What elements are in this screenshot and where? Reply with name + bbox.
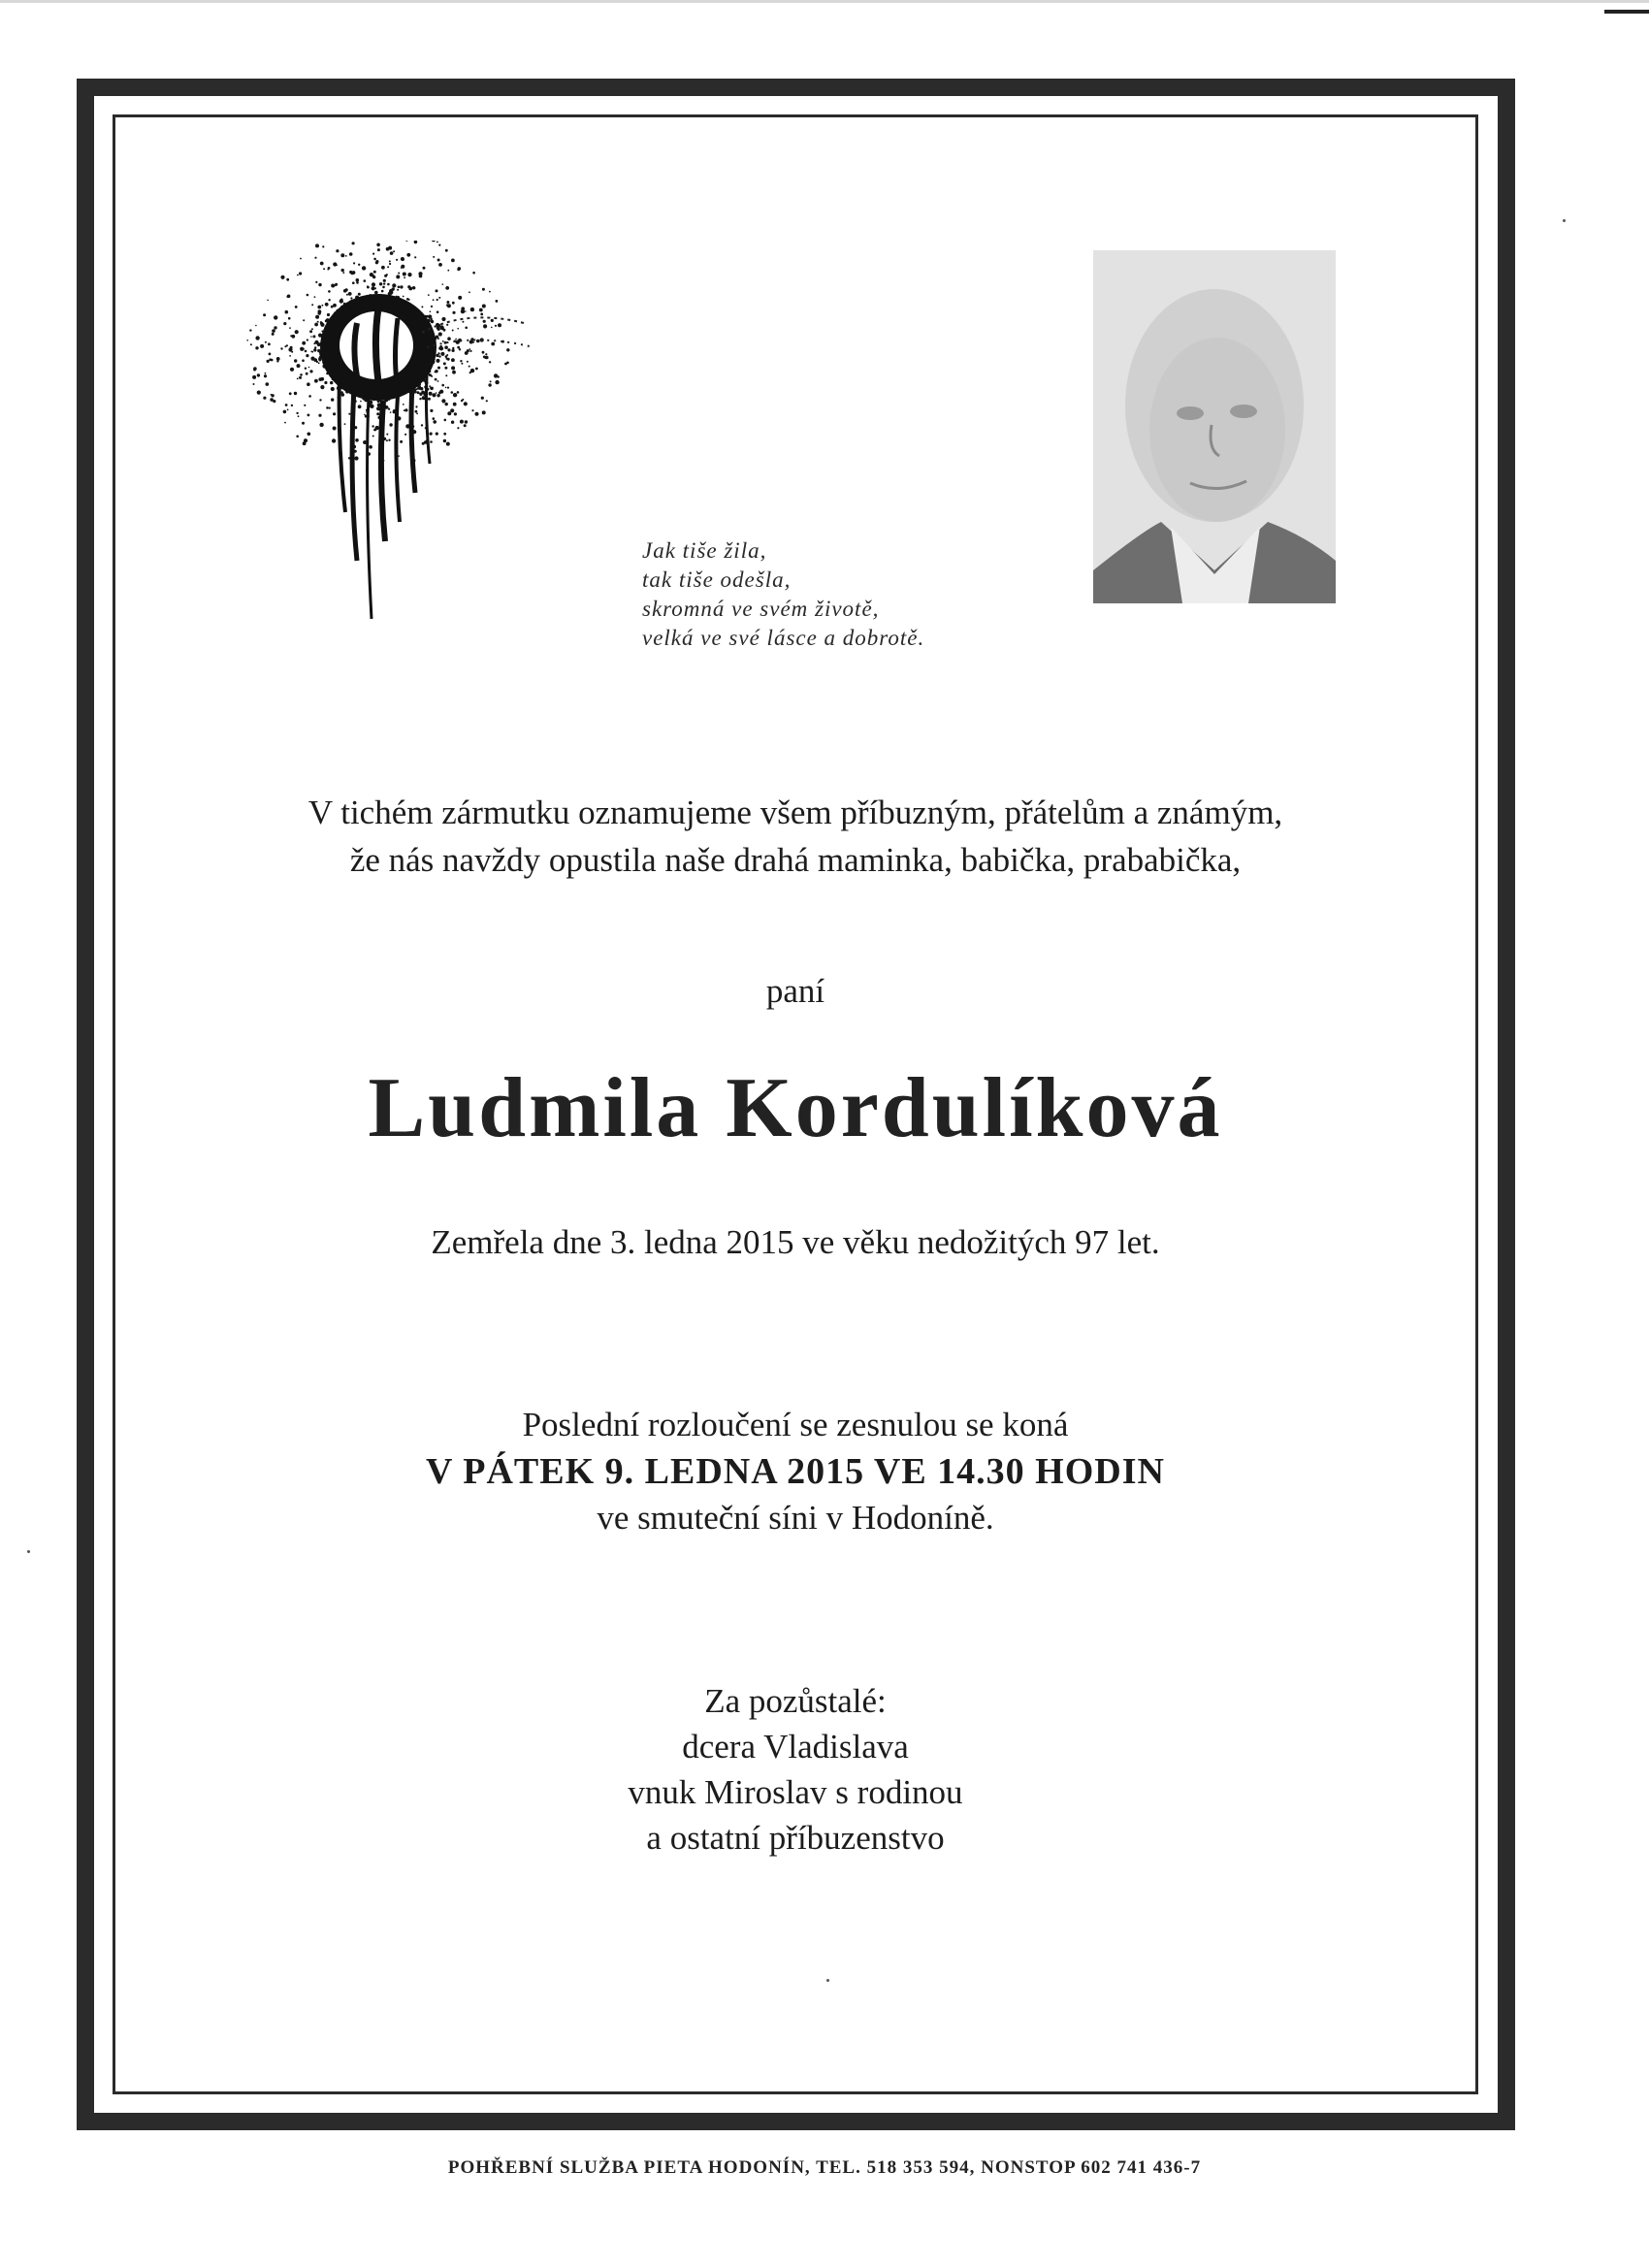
announcement-line: V tichém zármutku oznamujeme všem příbuzným, přátelům a známým,: [307, 794, 1283, 831]
funeral-service-footer: POHŘEBNÍ SLUŽBA PIETA HODONÍN, TEL. 518 353 594, NONSTOP 602 741 436-7: [447, 2157, 1202, 2178]
scan-mark: [1604, 10, 1649, 14]
scan-speck: [826, 1979, 829, 1982]
scan-speck: [27, 1550, 30, 1553]
verse-line: tak tiše odešla,: [642, 567, 792, 592]
portrait-photo: [1093, 250, 1336, 603]
survivor-item: dcera Vladislava: [682, 1728, 909, 1766]
verse-line: velká ve své lásce a dobrotě.: [642, 626, 925, 650]
farewell-datetime: V PÁTEK 9. LEDNA 2015 VE 14.30 HODIN: [426, 1451, 1165, 1492]
farewell-intro: Poslední rozloučení se zesnulou se koná: [522, 1406, 1069, 1443]
scan-edge: [0, 0, 1649, 3]
verse-line: Jak tiše žila,: [642, 538, 767, 563]
honorific: paní: [765, 972, 825, 1010]
candle-moon-emblem: [242, 241, 543, 638]
survivor-item: a ostatní příbuzenstvo: [646, 1819, 945, 1857]
survivor-item: vnuk Miroslav s rodinou: [628, 1773, 963, 1811]
death-info: Zemřela dne 3. ledna 2015 ve věku nedožitých 97 let.: [431, 1223, 1160, 1261]
survivors-heading: Za pozůstalé:: [704, 1682, 887, 1720]
scan-speck: [1563, 219, 1566, 222]
farewell-info: [113, 1402, 1478, 1541]
announcement-text: [113, 789, 1478, 884]
deceased-name: Ludmila Kordulíková: [368, 1061, 1223, 1155]
survivors-list: [113, 1678, 1478, 1861]
farewell-venue: ve smuteční síni v Hodoníně.: [597, 1499, 994, 1537]
verse-line: skromná ve svém životě,: [642, 597, 880, 621]
memorial-verse: [642, 536, 991, 653]
announcement-line: že nás navždy opustila naše drahá maminka, babička, prababička,: [349, 841, 1242, 879]
